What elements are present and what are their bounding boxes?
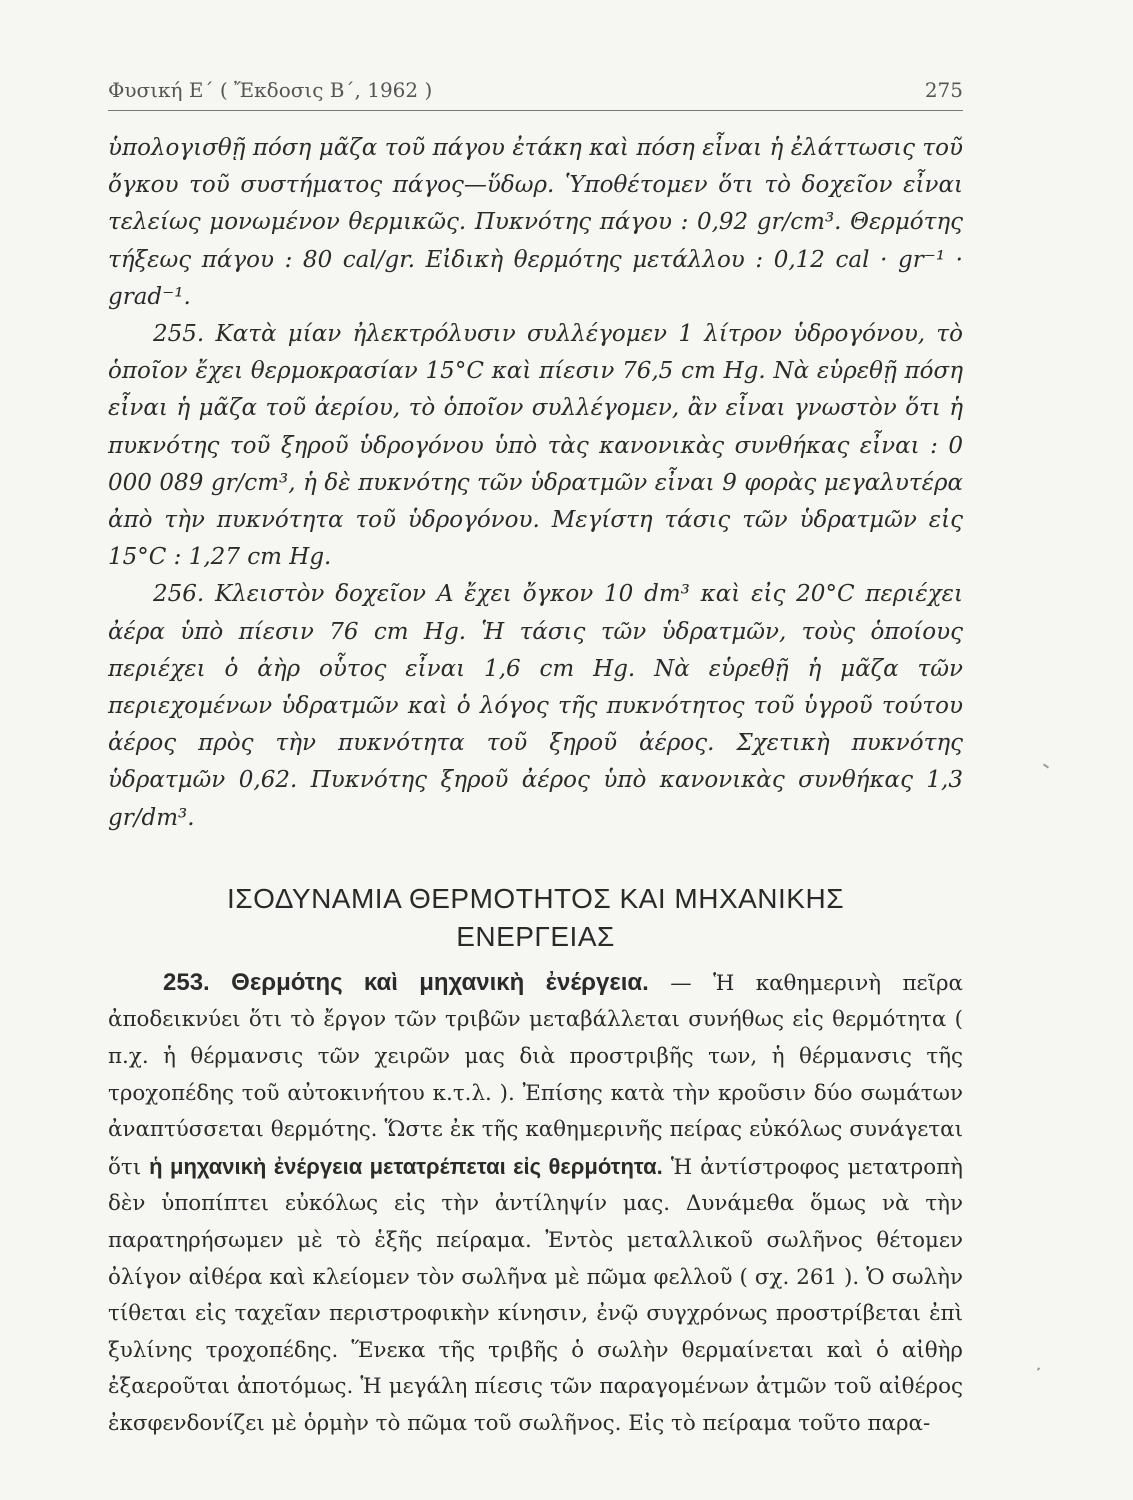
page-body xyxy=(108,130,963,1443)
scan-speck xyxy=(1037,1367,1040,1371)
page-number: 275 xyxy=(924,78,963,102)
paragraph-number: 253. xyxy=(163,968,210,996)
paragraph-title: Θερμότης καὶ μηχανικὴ ἐνέργεια. xyxy=(231,968,649,996)
paragraph-text-b: Ἡ ἀντίστροφος μετατροπὴ δὲν ὑποπίπτει εὐκόλως εἰς τὴν ἀντίληψίν μας. Δυνάμεθα ὅμως νὰ τὴν παρατηρήσωμεν μὲ τὸ ἑξῆς πείραμα. Ἐντὸς μεταλλικοῦ σωλῆνος θέτομεν ὀλίγον αἰθέρα καὶ κλείομεν τὸν σωλῆνα μὲ πῶμα φελλοῦ ( σχ. 261 ). Ὁ σωλὴν τίθεται εἰς ταχεῖαν περιστροφικὴν κίνησιν, ἐνῷ συγχρόνως προστρίβεται ἐπὶ ξυλίνης τροχοπέδης. Ἕνεκα τῆς τριβῆς ὁ σωλὴν θερμαίνεται καὶ ὁ αἰθὴρ ἐξαεροῦται ἀποτόμως. Ἡ μεγάλη πίεσις τῶν παραγομένων ἀτμῶν τοῦ αἰθέρος ἐκσφενδονίζει μὲ ὁρμὴν τὸ πῶμα τοῦ σωλῆνος. Εἰς τὸ πείραμα τοῦτο παρα- xyxy=(108,1154,963,1436)
paragraph-text-a: — Ἡ καθημερινὴ πεῖρα ἀποδεικνύει ὅτι τὸ ἔργον τῶν τριβῶν μεταβάλλεται συνήθως εἰς θερμότητα ( π.χ. ἡ θέρμανσις τῶν χειρῶν μας διὰ προστριβῆς των, ἡ θέρμανσις τῆς τροχοπέδης τοῦ αὐτοκινήτου κ.τ.λ. ). Ἐπίσης κατὰ τὴν κροῦσιν δύο σωμάτων ἀναπτύσσεται θερμότης. Ὥστε ἐκ τῆς καθημερινῆς πείρας εὐκόλως συνάγεται ὅτι xyxy=(108,970,963,1180)
running-header xyxy=(108,70,963,111)
problems-block xyxy=(108,130,963,837)
problem-continuation: ὑπολογισθῇ πόση μᾶζα τοῦ πάγου ἐτάκη καὶ πόση εἶναι ἡ ἐλάττωσις τοῦ ὄγκου τοῦ συστήματος πάγος—ὕδωρ. Ὑποθέτομεν ὅτι τὸ δοχεῖον εἶναι τελείως μονωμένον θερμικῶς. Πυκνότης πάγου : 0,92 gr/cm³. Θερμότης τήξεως πάγου : 80 cal/gr. Εἰδικὴ θερμότης μετάλλου : 0,12 cal · gr⁻¹ · grad⁻¹. xyxy=(108,135,963,310)
problem-256: 256. Κλειστὸν δοχεῖον Α ἔχει ὄγκον 10 dm³ καὶ εἰς 20°C περιέχει ἀέρα ὑπὸ πίεσιν 76 cm Hg. Ἡ τάσις τῶν ὑδρατμῶν, τοὺς ὁποίους περιέχει ὁ ἀὴρ οὗτος εἶναι 1,6 cm Hg. Νὰ εὑρεθῇ ἡ μᾶζα τῶν περιεχομένων ὑδρατμῶν καὶ ὁ λόγος τῆς πυκνότητος τοῦ ὑγροῦ τούτου ἀέρος πρὸς τὴν πυκνότητα τοῦ ξηροῦ ἀέρος. Σχετικὴ πυκνότης ὑδρατμῶν 0,62. Πυκνότης ξηροῦ ἀέρος ὑπὸ κανονικὰς συνθήκας 1,3 gr/dm³. xyxy=(108,581,963,831)
section-title-line2: ΕΝΕΡΓΕΙΑΣ xyxy=(456,920,615,952)
paragraph-bold-statement: ἡ μηχανικὴ ἐνέργεια μετατρέπεται εἰς θερμότητα. xyxy=(149,1153,663,1179)
section-title xyxy=(108,880,963,956)
section-title-line1: ΙΣΟΔΥΝΑΜΙΑ ΘΕΡΜΟΤΗΤΟΣ ΚΑΙ ΜΗΧΑΝΙΚΗΣ xyxy=(226,882,845,914)
paragraph-253 xyxy=(108,965,963,1443)
header-title: Φυσική Ε΄ ( Ἔκδοσις Β΄, 1962 ) xyxy=(108,78,433,102)
problem-255: 255. Κατὰ μίαν ἠλεκτρόλυσιν συλλέγομεν 1 λίτρον ὑδρογόνου, τὸ ὁποῖον ἔχει θερμοκρασίαν 15°C καὶ πίεσιν 76,5 cm Hg. Νὰ εὑρεθῇ πόση εἶναι ἡ μᾶζα τοῦ ἀερίου, τὸ ὁποῖον συλλέγομεν, ἂν εἶναι γνωστὸν ὅτι ἡ πυκνότης τοῦ ξηροῦ ὑδρογόνου ὑπὸ τὰς κανονικὰς συνθήκας εἶναι : 0 000 089 gr/cm³, ἡ δὲ πυκνότης τῶν ὑδρατμῶν εἶναι 9 φορὰς μεγαλυτέρα ἀπὸ τὴν πυκνότητα τοῦ ὑδρογόνου. Μεγίστη τάσις τῶν ὑδρατμῶν εἰς 15°C : 1,27 cm Hg. xyxy=(108,321,963,571)
scan-speck xyxy=(1043,763,1049,768)
